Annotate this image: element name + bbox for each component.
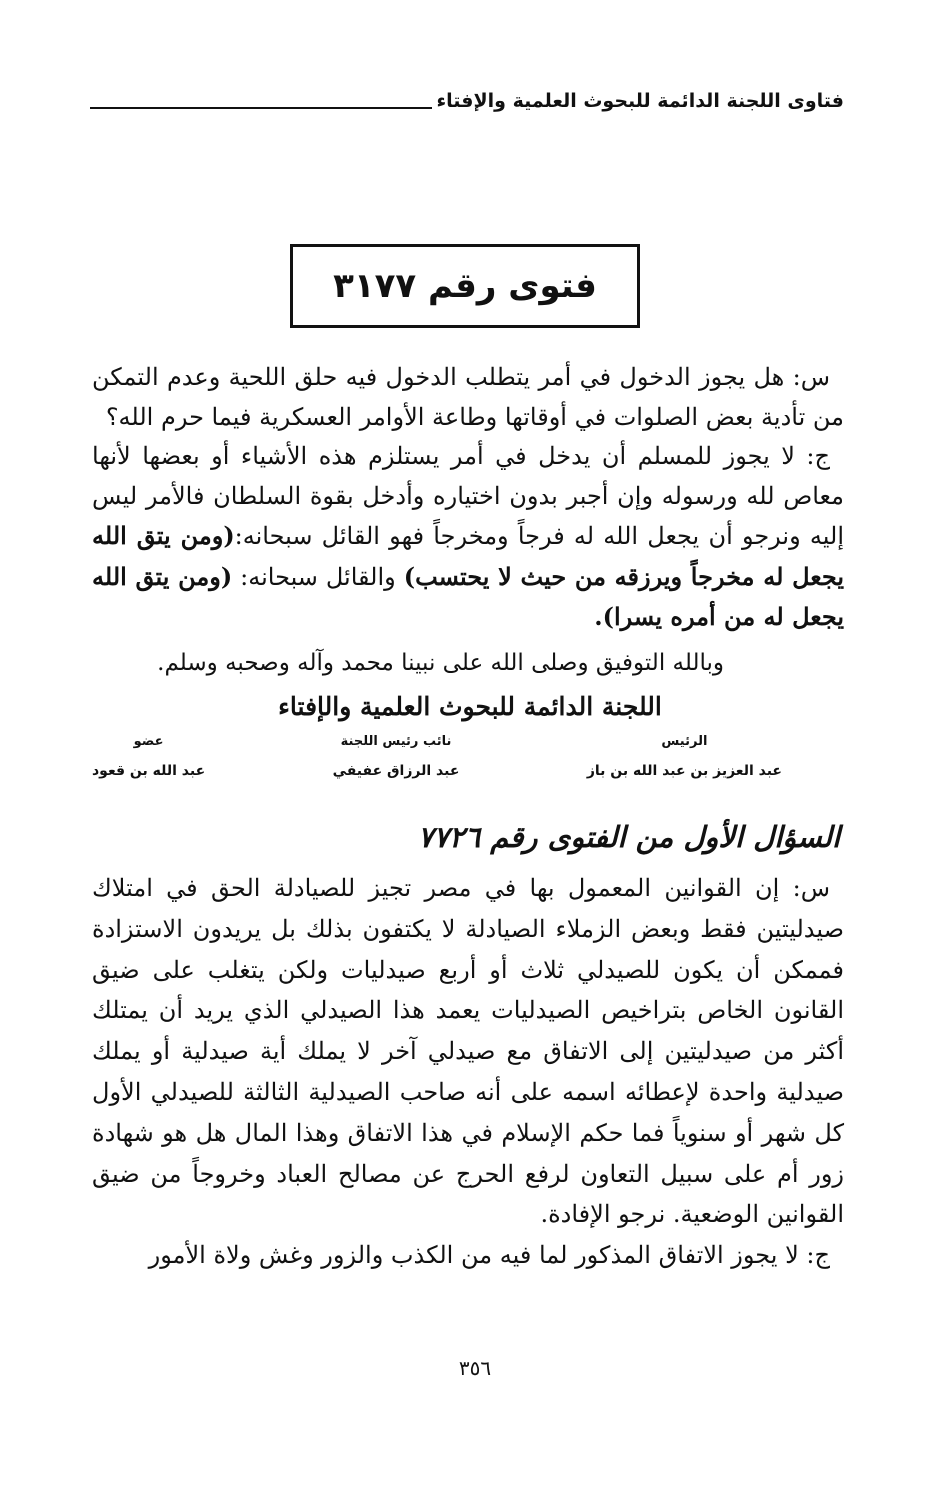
section-heading: السؤال الأول من الفتوى رقم ٧٧٢٦ bbox=[417, 820, 840, 854]
signatory-name: عبد الله بن قعود bbox=[92, 763, 206, 779]
closing bbox=[92, 650, 844, 676]
committee-name: اللجنة الدائمة للبحوث العلمية والإفتاء bbox=[278, 692, 662, 721]
signatory-name: عبد الرزاق عفيفي bbox=[332, 763, 460, 779]
signatory bbox=[92, 734, 205, 790]
answer-1-mid: والقائل سبحانه: bbox=[232, 562, 404, 591]
question-2: س: إن القوانين المعمول بها في مصر تجيز للصيادلة الحق في امتلاك صيدليتين فقط وبعض الزملاء الصيادلة لا يكتفون بذلك بل يريدون الاستزادة فممكن أن يكون للصيدلي ثلاث أو أربع صيدليات ولكن يتغلب على ضيق القانون الخاص بتراخيص الصيدليات يعمد هذا الصيدلي الذي يريد أن يمتلك أكثر من صيدليتين إلى الاتفاق مع صيدلي آخر لا يملك أية صيدلية أو يملك صيدلية واحدة لإعطائه اسمه على أنه صاحب الصيدلية الثالثة للصيدلي الأول كل شهر أو سنوياً فما حكم الإسلام في هذا الاتفاق وهذا المال هل هو شهادة زور أم على سبيل التعاون لرفع الحرج عن مصالح العباد وخروجاً من ضيق القوانين الوضعية. نرجو الإفادة. bbox=[92, 874, 845, 1229]
running-header bbox=[90, 86, 844, 116]
closing-line: وبالله التوفيق وصلى الله على نبينا محمد وآله وصحبه وسلم. bbox=[157, 650, 724, 676]
signatory-name: عبد العزيز بن عبد الله بن باز bbox=[586, 763, 782, 779]
signatory-role: نائب رئيس اللجنة bbox=[340, 734, 452, 749]
answer-1 bbox=[92, 437, 844, 638]
fatwa-title-box bbox=[290, 244, 640, 328]
fatwa-body bbox=[92, 358, 844, 638]
answer-2: ج: لا يجوز الاتفاق المذكور لما فيه من الكذب والزور وغش ولاة الأمور bbox=[148, 1241, 830, 1270]
signatory-role: عضو bbox=[133, 734, 164, 749]
page-number: ٣٥٦ bbox=[458, 1356, 492, 1380]
header-rule bbox=[90, 107, 432, 109]
fatwa-body-2 bbox=[92, 868, 844, 1276]
signatures bbox=[92, 734, 782, 790]
answer-1-text: ج: لا يجوز للمسلم أن يدخل في أمر يستلزم هذه الأشياء أو بعضها لأنها معاص لله ورسوله وإن أجبر بدون اختياره وأدخل بقوة السلطان فالأمر ليس إليه ونرجو أن يجعل الله له فرجاً ومخرجاً فهو القائل سبحانه: bbox=[92, 442, 844, 550]
signatory bbox=[587, 734, 782, 790]
fatwa-title: فتوى رقم ٣١٧٧ bbox=[333, 266, 597, 306]
signatory-role: الرئيس bbox=[661, 734, 708, 749]
signatory bbox=[333, 734, 460, 790]
quran-verse-2: (ومن يتق الله يجعل له من أمره يسرا). bbox=[92, 561, 844, 631]
header-title: فتاوى اللجنة الدائمة للبحوث العلمية والإفتاء bbox=[436, 90, 844, 112]
question-1: س: هل يجوز الدخول في أمر يتطلب الدخول فيه حلق اللحية وعدم التمكن من تأدية بعض الصلوات في أوقاتها وطاعة الأوامر العسكرية فيما حرم الله؟ bbox=[92, 363, 844, 431]
quran-verse-1: (ومن يتق الله يجعل له مخرجاً ويرزقه من حيث لا يحتسب) bbox=[92, 521, 844, 591]
